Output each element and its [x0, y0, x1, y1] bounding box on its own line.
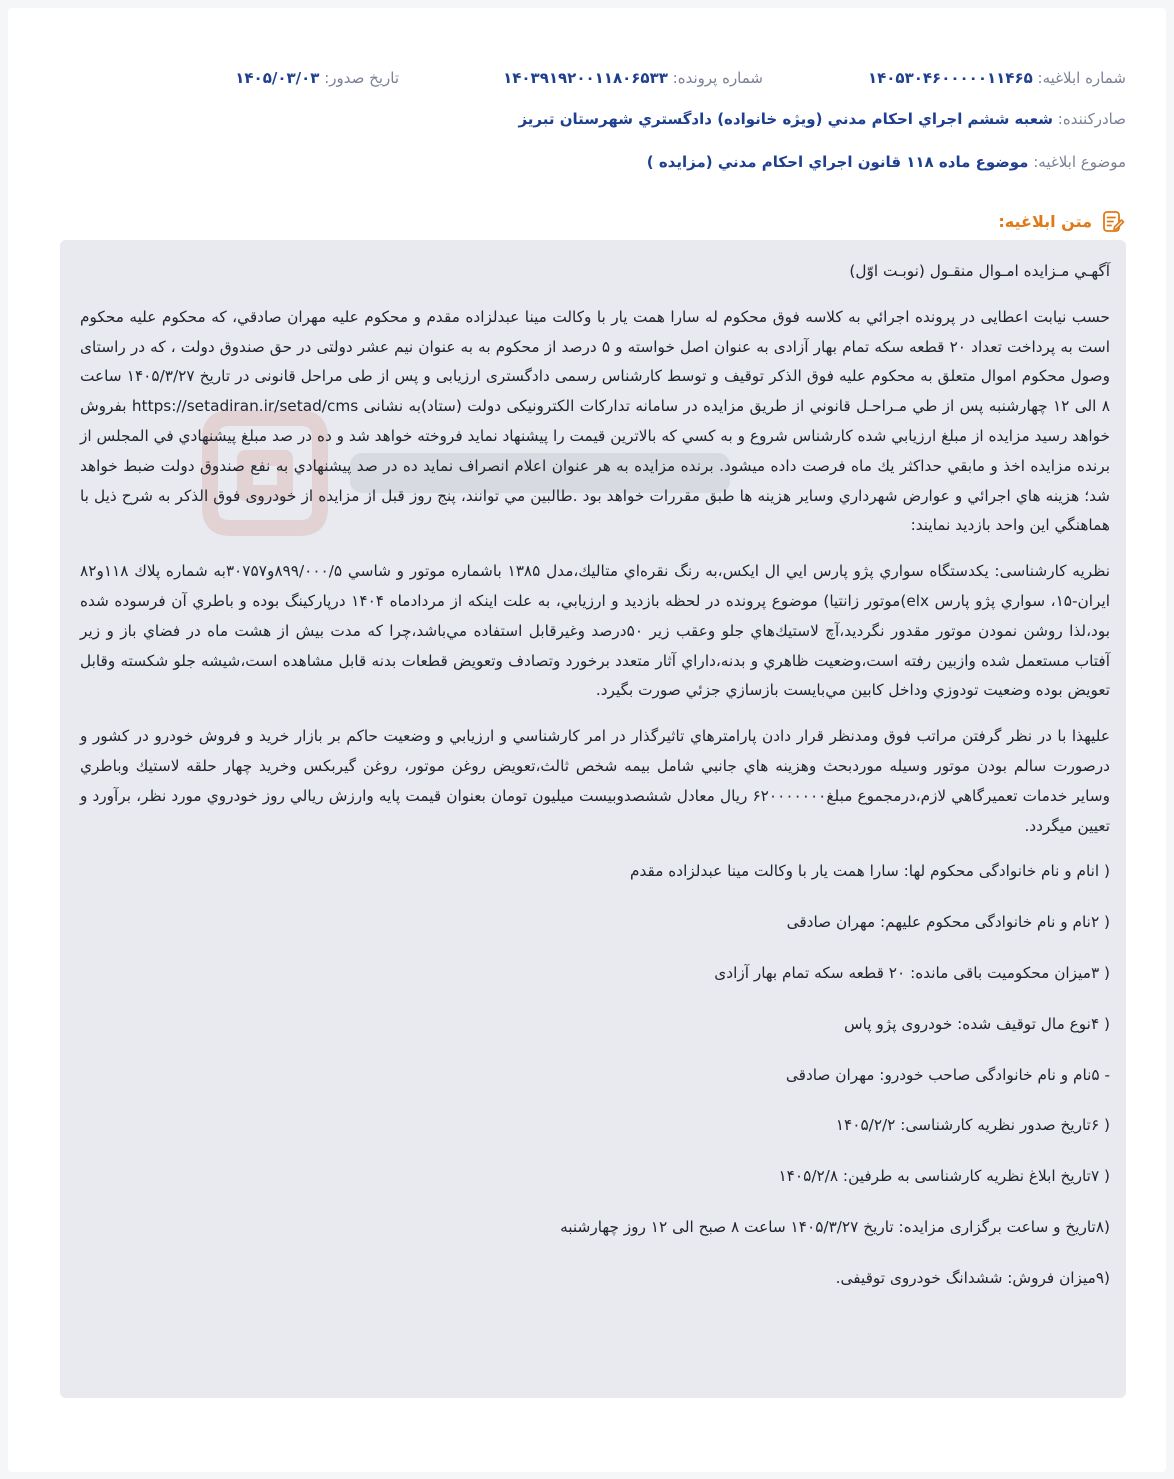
list-item: ( ۷تاريخ ابلاغ نظريه كارشناسی به طرفين: ۱۴۰۵/۲/۸	[778, 1167, 1110, 1186]
issuer	[518, 107, 1126, 131]
notice-text-header	[998, 208, 1126, 236]
auction-heading: آگهـي مـزايده امـوال منقـول (نوبـت اوّل)	[849, 262, 1110, 280]
notice-number	[868, 66, 1126, 90]
issuer-value: شعبه ششم اجراي احكام مدني (ويژه خانواده) دادگستري شهرستان تبريز	[518, 110, 1053, 128]
list-item: (۸تاريخ و ساعت برگزاری مزايده: تاريخ ۱۴۰۵/۳/۲۷ ساعت ۸ صبح الی ۱۲ روز چهارشنبه	[560, 1217, 1110, 1236]
meta-row-issuer	[48, 107, 1126, 131]
case-number-label: شماره پرونده:	[672, 69, 763, 87]
document-edit-icon	[1100, 209, 1126, 235]
list-item: ( ۳ميزان محكوميت باقی مانده: ۲۰ قطعه سكه تمام بهار آزادی	[714, 963, 1110, 982]
subject	[647, 150, 1126, 174]
notice-text-box	[60, 240, 1126, 1398]
list-item: - ۵نام و نام خانوادگی صاحب خودرو: مهران صادقی	[785, 1065, 1110, 1084]
case-number	[503, 66, 763, 90]
issuer-label: صادرکننده:	[1057, 110, 1126, 128]
subject-value: موضوع ماده ۱۱۸ قانون اجراي احكام مدني (مزايده )	[646, 153, 1029, 171]
paragraph-1: حسب نيابت اعطايی در پرونده اجرائي به كلاسه فوق محكوم له سارا همت يار با وكالت مينا عبدلزاده مقدم و محكوم عليه مهران صادقي، كه محكوم عليه محكوم است به پرداخت تعداد ۲۰ قطعه سكه تمام بهار آزادی به عنوان اصل خواسته و ۵ درصد از محكوم به به عنوان نيم عشر دولتی در حق صندوق دولت ، كه در راستای وصول محكوم اموال متعلق به محكوم عليه فوق الذكر توقيف و توسط كارشناس رسمی دادگستری ارزيابی و پس از طی مراحل قانونی در تاريخ ۱۴۰۵/۳/۲۷ ساعت ۸ الی ۱۲ چهارشنبه پس از طي مـراحـل قانوني از طريق مزايده در سامانه تداركات الكترونيكی دولت (ستاد)به نشانی https://setadiran.ir/setad/cms بفروش خواهد رسيد مزايده از مبلغ ارزيابي شده كارشناس شروع و به كسي كه بالاترين قيمت را پيشنهاد نمايد فروخته خواهد شد و ده در صد مبلغ پيشنهادي في المجلس از برنده مزايده اخذ و مابقي حداكثر يك ماه فرصت داده ميشود. برنده مزايده به هر عنوان اعلام انصراف نمايد ده در صد پيشنهادي به نفع صندوق دولت ضبط خواهد شد؛ هزينه هاي اجرائي و عوارض شهرداري وساير هزينه ها طبق مقررات خواهد بود .طالبين مي توانند، پنج روز قبل از مزايده از خودروی فوق الذكر به شرح ذيل با هماهنگي اين واحد بازديد نمايند:	[80, 307, 1111, 535]
list-item: (۹ميزان فروش: ششدانگ خودروی توقيفی.	[835, 1268, 1110, 1287]
list-item: ( ۲نام و نام خانوادگی محكوم عليهم: مهران صادقی	[786, 913, 1110, 932]
case-number-value: ۱۴۰۳۹۱۹۲۰۰۱۱۸۰۶۵۳۳	[503, 69, 668, 87]
meta-row-numbers	[48, 66, 1126, 90]
notice-page	[8, 8, 1166, 1472]
issue-date-value: ۱۴۰۵/۰۳/۰۳	[235, 69, 320, 87]
subject-label: موضوع ابلاغيه:	[1033, 153, 1126, 171]
issue-date-label: تاريخ صدور:	[324, 69, 399, 87]
paragraph-expert-opinion: نظريه كارشناسی: يكدستگاه سواري پژو پارس ايي ال ايكس،به رنگ نقره‌اي متاليك،مدل ۱۳۸۵ باشماره موتور و شاسي ۸۹۹/۰۰۰/۵و۳۰۷۵۷به شماره پلاك ۱۱۸و۸۲ ايران-۱۵، سواري پژو پارس elx)موتور زانتيا) موضوع پرونده در لحظه بازديد و ارزيابي، به علت اينكه از مردادماه ۱۴۰۴ درپاركينگ بوده و باطري آن فرسوده شده بود،لذا روشن نمودن موتور مقدور نگرديد،آچ لاستيك‌هاي جلو وعقب زير ۵۰درصد وغيرقابل استفاده مي‌باشد،چرا كه مدت بيش از هشت ماه در فضاي باز و زير آفتاب مستعمل شده وازبين رفته است،وضعيت ظاهري و بدنه،داراي آثار متعدد برخورد وتصادف وتعويض قطعات بدنه قابل مشاهده است،شيشه جلو شكسته وقابل تعويض بوده وضعيت تودوزي وداخل كابين مي‌بايست بازسازي جزئي صورت بگيرد.	[80, 562, 1111, 700]
notice-number-label: شماره ابلاغيه:	[1037, 69, 1126, 87]
list-item: ( ۶تاريخ صدور نظريه كارشناسی: ۱۴۰۵/۲/۲	[835, 1116, 1110, 1135]
issue-date	[235, 66, 399, 90]
paragraph-valuation: عليهذا با در نظر گرفتن مراتب فوق ومدنظر قرار دادن پارامترهاي تاثيرگذار در امر كارشناسي و ارزيابي و وضعيت حاكم بر بازار خريد و فروش خودرو در كشور و درصورت سالم بودن موتور وسيله موردبحث وهزينه هاي جانبي شامل بيمه شخص ثالث،تعويض روغن موتور، روغن گيربكس وخريد چهار حلقه لاستيك وباطري وساير خدمات تعميرگاهي لازم،درمجموع مبلغ۶۲۰۰۰۰۰۰۰ ريال معادل ششصدوبيست ميليون تومان بعنوان قيمت پايه وارزش ريالي روز خودروي مورد نظر، برآورد و تعيين ميگردد.	[80, 727, 1110, 835]
meta-row-subject	[48, 150, 1126, 174]
notice-number-value: ۱۴۰۵۳۰۴۶۰۰۰۰۰۱۱۴۶۵	[867, 69, 1033, 87]
section-title: متن ابلاغيه:	[998, 212, 1092, 231]
list-item: ( ۴نوع مال توقيف شده: خودروی پژو پاس	[843, 1014, 1110, 1033]
list-item: ( انام و نام خانوادگی محكوم لها: سارا همت يار با وكالت مينا عبدلزاده مقدم	[630, 862, 1110, 881]
notice-body	[80, 257, 1110, 1315]
